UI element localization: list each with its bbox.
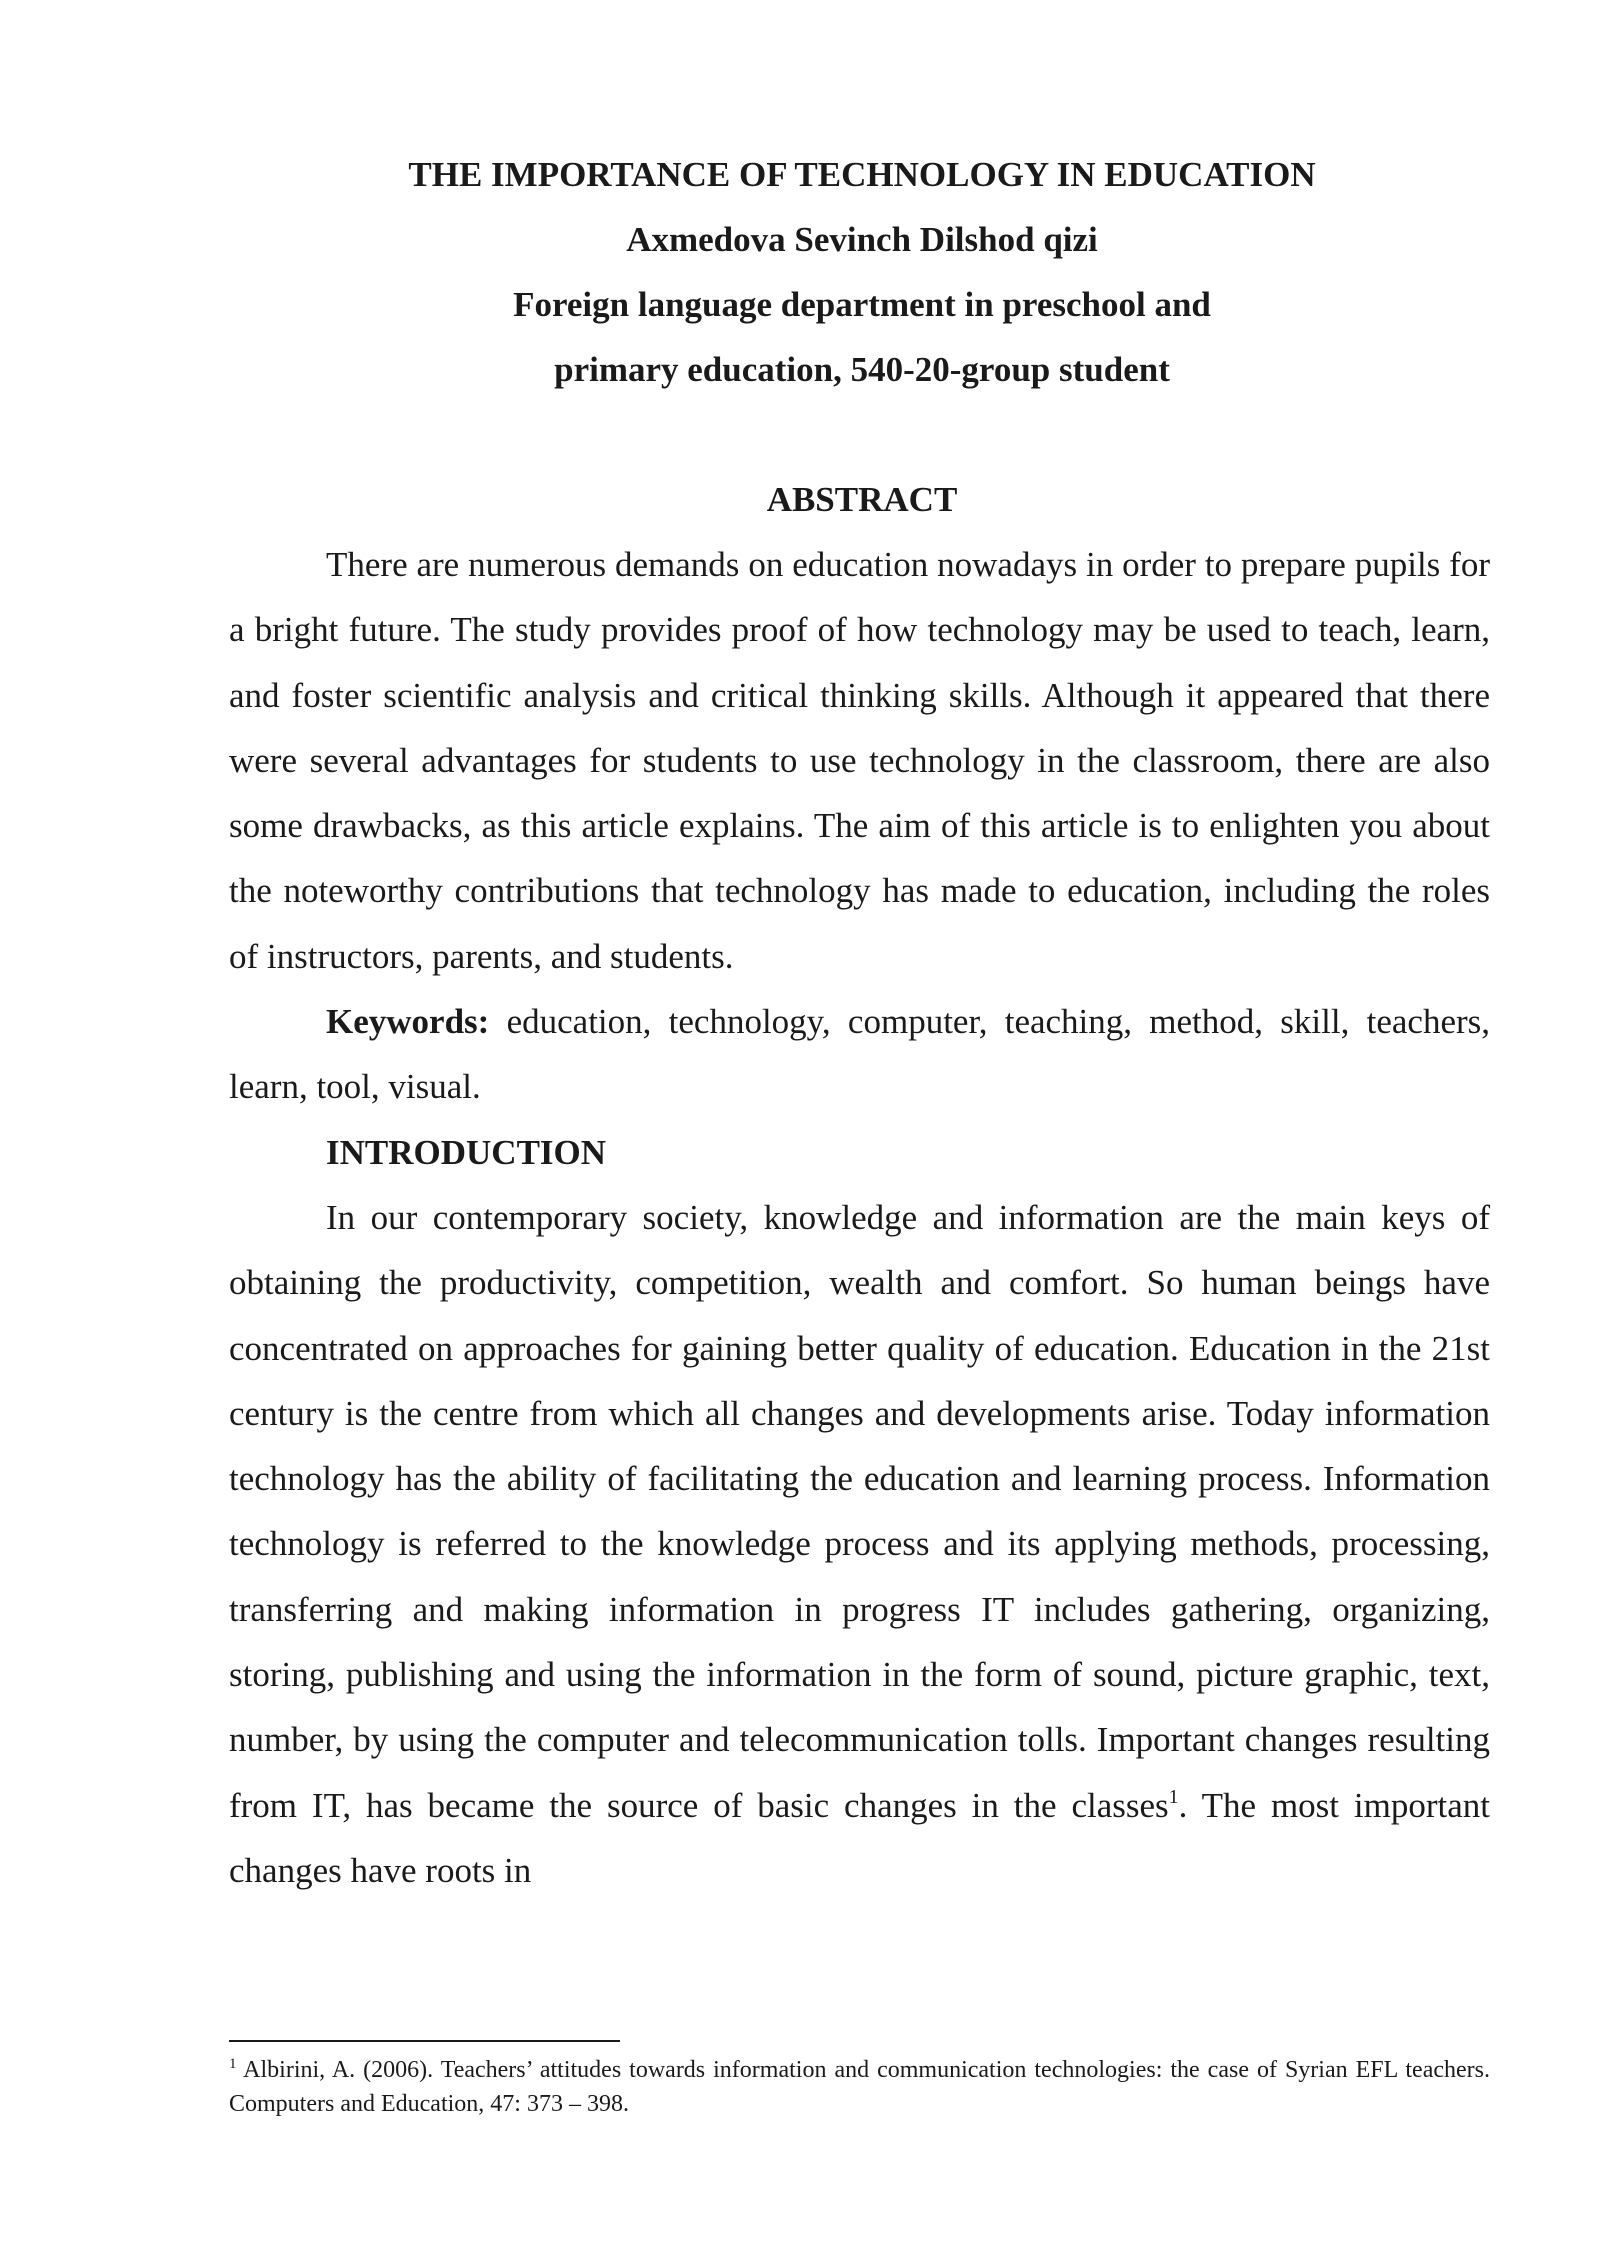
introduction-paragraph (229, 1185, 1490, 1903)
introduction-heading: INTRODUCTION (326, 1132, 607, 1172)
keywords-label: Keywords: (326, 1002, 490, 1042)
keywords-list: education, technology, computer, teaching, method, skill, teachers, learn, tool, visual. (229, 1002, 1490, 1107)
abstract-paragraph: There are numerous demands on education nowadays in order to prepare pupils for a bright future. The study provides proof of how technology may be used to teach, learn, and foster scientific analysis and critical thinking skills. Although it appeared that there were several advantages for students to use technology in the classroom, there are also some drawbacks, as this article explains. The aim of this article is to enlighten you about the noteworthy contributions that technology has made to education, including the roles of instructors, parents, and students. (229, 545, 1490, 976)
paper-title: THE IMPORTANCE OF TECHNOLOGY IN EDUCATION (408, 155, 1316, 194)
abstract-heading: ABSTRACT (766, 480, 958, 519)
main-text (229, 532, 1490, 1903)
footnote-text: Albirini, A. (2006). Teachers’ attitudes towards information and communication technologies: the case of Syrian EFL teachers. Computers and Education, 47: 373 – 398. (229, 2057, 1490, 2117)
author-affiliation-line1: Foreign language department in preschool and (513, 285, 1211, 324)
footnote-reference[interactable]: 1 (1168, 1785, 1179, 1808)
introduction-text: In our contemporary society, knowledge and information are the main keys of obtaining the productivity, competition, wealth and comfort. So human beings have concentrated on approaches for gaining better quality of education. Education in the 21st century is the centre from which all changes and developments arise. Today information technology has the ability of facilitating the education and learning process. Information technology is referred to the knowledge process and its applying methods, processing, transferring and making information in progress IT includes gathering, organizing, storing, publishing and using the information in the form of sound, picture graphic, text, number, by using the computer and telecommunication tolls. Important changes resulting from IT, has became the source of basic changes in the classes (229, 1197, 1490, 1825)
author-name: Axmedova Sevinch Dilshod qizi (626, 220, 1098, 259)
keywords-paragraph (229, 989, 1490, 1120)
introduction-text-continued: . The most important changes have roots in (229, 1785, 1491, 1890)
author-affiliation-line2: primary education, 540-20-group student (554, 350, 1170, 389)
footnote-separator (229, 2040, 620, 2042)
footnote-mark: 1 (229, 2056, 237, 2072)
footnote (229, 2053, 1490, 2121)
